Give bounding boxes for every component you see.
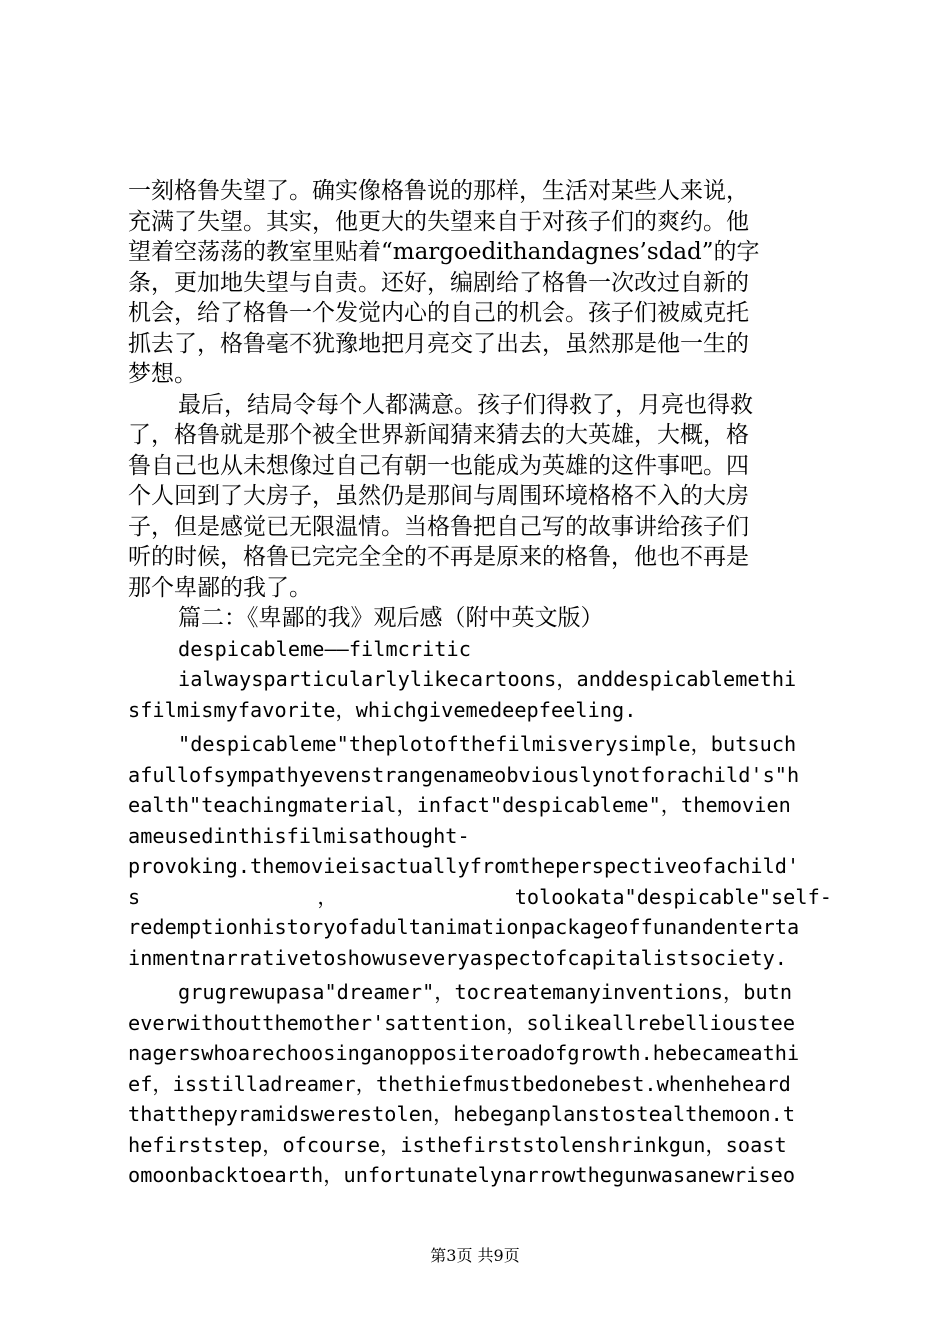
text-line: omoonbacktoearth，unfortunatelynarrowthegunwasanewriseo [128,1163,796,1187]
text-fragment: ， [317,884,338,909]
text-line: hefirststep，ofcourse，isthefirststolenshrinkgun，soast [128,1132,787,1157]
text-line: 梦想。 [128,361,197,387]
text-fragment: tolookata"despicable"self- [514,884,832,909]
text-line: everwithoutthemother'sattention，solikeallrebellioustee [128,1010,796,1035]
text-line: sfilmismyfavorite，whichgivemedeepfeeling. [128,697,637,722]
document-body [128,176,832,1191]
text-line: ealth"teachingmaterial，infact"despicableme"，themovien [128,793,791,817]
page-number-footer: 第3页 共9页 [430,1246,520,1265]
text-line: ef，isstilladreamer，thethiefmustbedonebest.whenheheard [128,1071,791,1096]
text-line: thatthepyramidswerestolen，hebeganplanstostealthemoon.t [128,1102,796,1126]
paragraph-start-line: 最后，结局令每个人都满意。孩子们得救了，月亮也得救 [178,391,753,418]
text-line: 望着空荡荡的教室里贴着“margoedithandagnes’sdad”的字 [128,239,760,265]
text-line: inmentnarrativetoshowuseveryaspectofcapitalistsociety. [128,945,788,970]
paragraph-start-line: ialwaysparticularlylikecartoons，anddespicablemethi [178,667,797,691]
text-line: 那个卑鄙的我了。 [128,574,312,601]
text-line: afullofsympathyevenstrangenameobviouslynotforachild's"h [128,762,800,787]
text-line: provoking.themovieisactuallyfromtheperspectiveofachild' [128,854,800,878]
text-line: 充满了失望。其实，他更大的失望来自于对孩子们的爽约。他 [128,208,749,235]
paragraph-start-line: grugrewupasa"dreamer"，tocreatemanyinventions，butn [178,980,793,1004]
section-heading: 篇二：《卑鄙的我》观后感（附中英文版） [178,605,604,631]
text-line: 抓去了，格鲁毫不犹豫地把月亮交了出去，虽然那是他一生的 [128,330,749,357]
text-line: 个人回到了大房子，虽然仍是那间与周围环境格格不入的大房 [128,483,749,509]
english-title-line: despicableme——filmcritic [178,636,471,661]
text-line: 听的时候，格鲁已完完全全的不再是原来的格鲁，他也不再是 [128,544,749,570]
text-line: 机会，给了格鲁一个发觉内心的自己的机会。孩子们被威克托 [128,300,749,326]
text-line: 条，更加地失望与自责。还好，编剧给了格鲁一次改过自新的 [128,269,749,296]
text-line: 子，但是感觉已无限温情。当格鲁把自己写的故事讲给孩子们 [128,513,749,540]
text-line: nagerswhoarechoosinganoppositeroadofgrowth.hebecameathi [128,1041,800,1065]
paragraph-start-line: "despicableme"theplotofthefilmisverysimple，butsuch [178,732,797,756]
text-line: 一刻格鲁失望了。确实像格鲁说的那样，生活对某些人来说， [128,178,749,204]
text-fragment: s [128,884,141,909]
text-line: 鲁自己也从未想像过自己有朝一也能成为英雄的这件事吧。四 [128,452,749,479]
justified-text-line [128,882,832,913]
text-line: ameusedinthisfilmisathought- [128,823,470,848]
text-line: 了，格鲁就是那个被全世界新闻猜来猜去的大英雄，大概，格 [128,422,749,448]
text-line: redemptionhistoryofadultanimationpackageoffunandenterta [128,915,800,939]
